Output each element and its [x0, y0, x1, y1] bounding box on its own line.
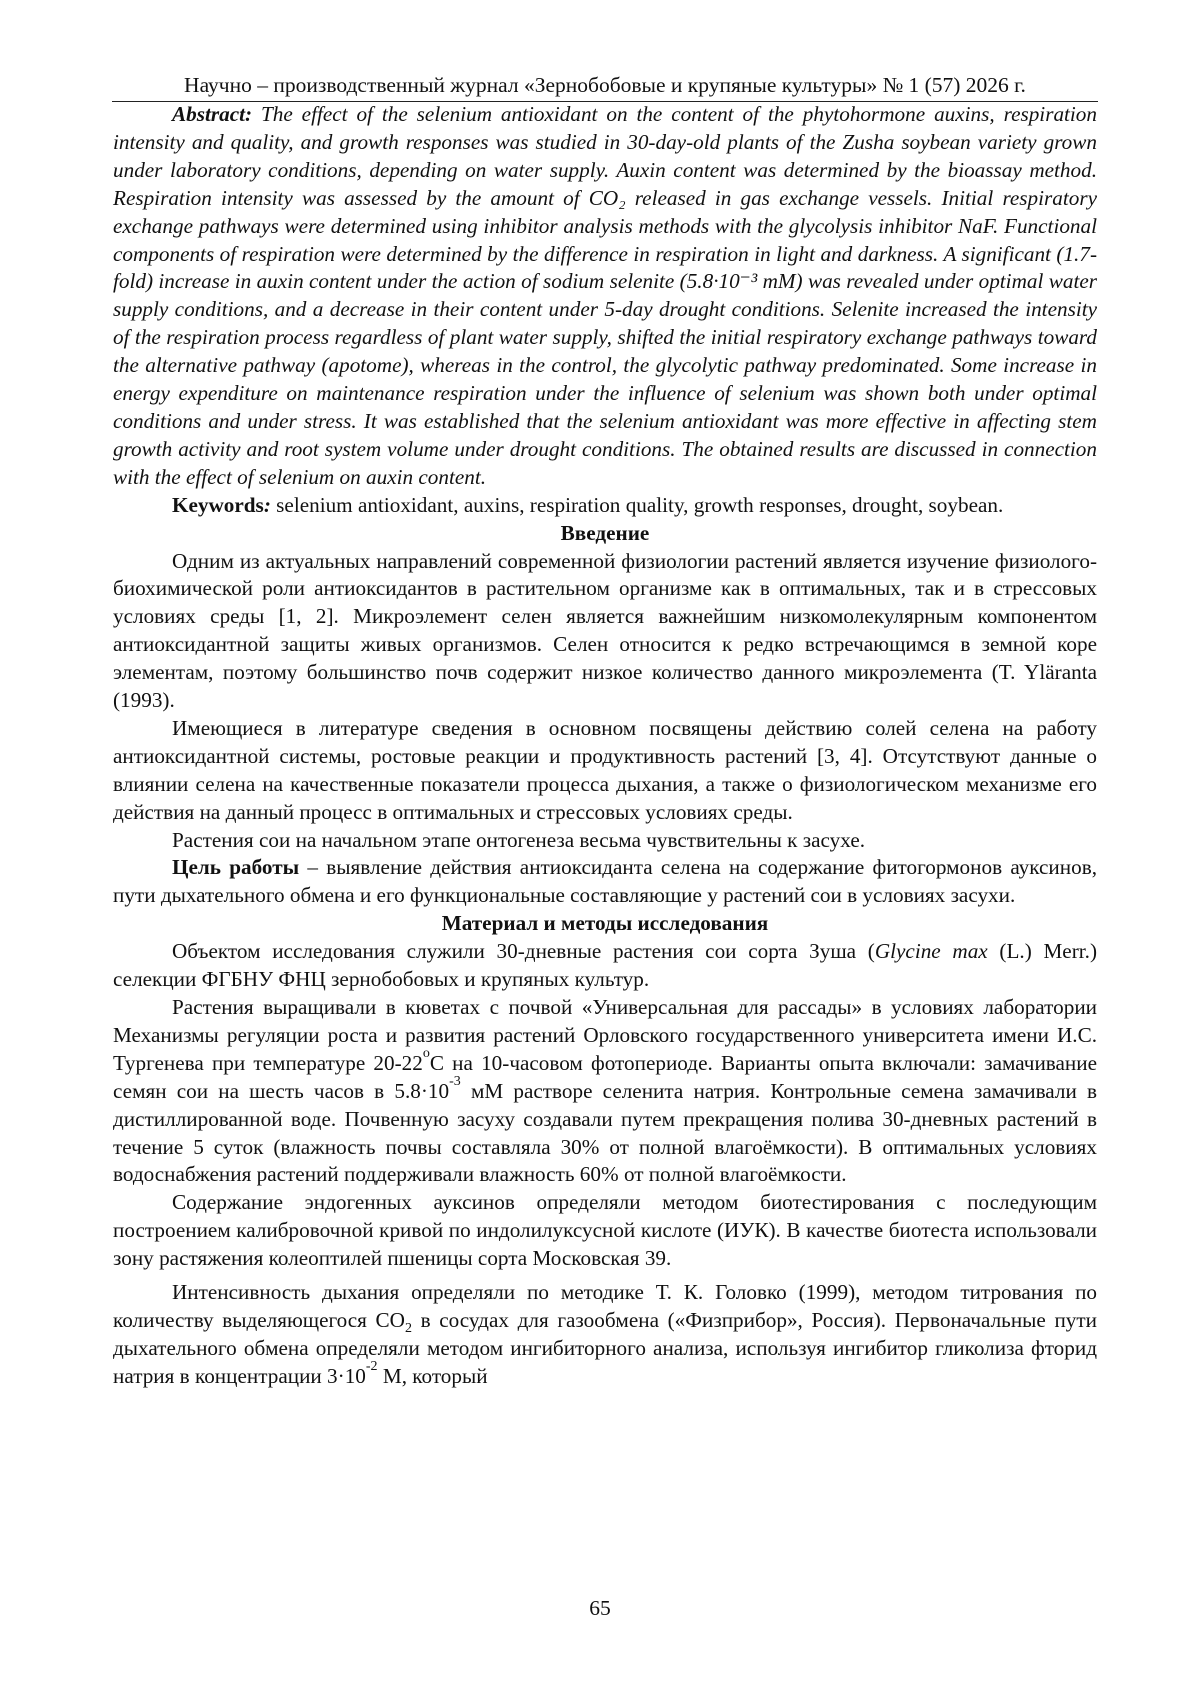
co2-subscript: 2: [405, 1321, 412, 1337]
methods-p4-text-b: в сосудах для газообмена («Физприбор», Россия). Первоначальные пути дыхательного обмена определяли методом ингибиторного анализа, используя ингибитор гликолиза фторид натрия в концентрации 3·10: [113, 1307, 1097, 1388]
journal-header: Научно – производственный журнал «Зернобобовые и крупяные культуры» № 1 (57) 2026 г.: [184, 73, 1026, 97]
methods-p1-text-b: (L.) Merr.) селекции ФГБНУ ФНЦ зернобобовых и крупяных культур.: [113, 939, 1098, 992]
keywords-colon: :: [263, 492, 271, 517]
aim-label: Цель работы: [172, 855, 300, 880]
methods-paragraph-3: Содержание эндогенных ауксинов определяли методом биотестирования с последующим построением калибровочной кривой по индолилуксусной кислоте (ИУК). В качестве биотеста использовали зону растяжения колеоптилей пшеницы сорта Московская 39.: [113, 1190, 1097, 1271]
methods-heading: Материал и методы исследования: [441, 911, 769, 936]
intro-paragraph-3: Растения сои на начальном этапе онтогенеза весьма чувствительны к засухе.: [172, 827, 866, 852]
methods-p2-text-b: С на 10-часовом фотопериоде. Варианты опыта включали: замачивание семян сои на шесть часов в 5.8·10: [113, 1050, 1098, 1103]
article-body: [113, 101, 1097, 1391]
methods-paragraph-1: [113, 938, 1097, 994]
degree-superscript: o: [422, 1045, 430, 1061]
intro-paragraph-4: [113, 854, 1097, 910]
methods-p1-text-a: Объектом исследования служили 30-дневные растения сои сорта Зуша (: [172, 939, 875, 964]
intro-paragraph-2: Имеющиеся в литературе сведения в основном посвящены действию солей селена на работу антиоксидантной системы, ростовые реакции и продуктивность растений [3, 4]. Отсутствуют данные о влиянии селена на качественные показатели процесса дыхания, а также о физиологическом механизме его действия на данный процесс в оптимальных и стрессовых условиях среды.: [113, 715, 1097, 824]
abstract-text: The effect of the selenium antioxidant on the content of the phytohormone auxins, respiration intensity and quality, and growth responses was studied in 30-day-old plants of the Zusha soybean variety grown under laboratory conditions, depending on water supply. Auxin content was determined by the bioassay method. Respiration intensity was assessed by the amount of CO₂ released in gas exchange vessels. Initial respiratory exchange pathways were determined using inhibitor analysis methods with the glycolysis inhibitor NaF. Functional components of respiration were determined by the difference in respiration in light and darkness. A significant (1.7-fold) increase in auxin content under the action of sodium selenite (5.8·10⁻³ mM) was revealed under optimal water supply conditions, and a decrease in their content under 5-day drought conditions. Selenite increased the intensity of the respiration process regardless of plant water supply, shifted the initial respiratory exchange pathways toward the alternative pathway (apotome), whereas in the control, the glycolytic pathway predominated. Some increase in energy expenditure on maintenance respiration under the influence of selenium was shown both under optimal conditions and under stress. It was established that the selenium antioxidant was more effective in affecting stem growth activity and root system volume under drought conditions. The obtained results are discussed in connection with the effect of selenium on auxin content.: [113, 102, 1097, 489]
intro-paragraph-1: Одним из актуальных направлений современной физиологии растений является изучение физиолого-биохимической роли антиоксидантов в растительном организме как в оптимальных, так и в стрессовых условиях среды [1, 2]. Микроэлемент селен является важнейшим низкомолекулярным компонентом антиоксидантной защиты живых организмов. Селен относится к редко встречающимся в земной коре элементам, поэтому большинство почв содержит низкое количество данного микроэлемента (T. Yläranta (1993).: [113, 548, 1097, 713]
concentration-exponent: -2: [365, 1358, 378, 1374]
methods-paragraph-2: [113, 994, 1097, 1189]
exponent-superscript: -3: [449, 1073, 461, 1089]
keywords-text: selenium antioxidant, auxins, respiration quality, growth responses, drought, soybean.: [270, 492, 1004, 517]
aim-text: – выявление действия антиоксиданта селена на содержание фитогормонов ауксинов, пути дыхательного обмена и его функциональные составляющие у растений сои в условиях засухи.: [113, 855, 1097, 908]
methods-p2-text-a: Растения выращивали в кюветах с почвой «Универсальная для рассады» в условиях лаборатории Механизмы регуляции роста и развития растений Орловского государственного университета имени И.С. Тургенева при температуре 20-22: [113, 995, 1097, 1075]
methods-p4-text-a: Интенсивность дыхания определяли по методике Т. К. Головко (1999), методом титрования по количеству выделяющегося СО: [113, 1280, 1097, 1332]
keywords-paragraph: [113, 492, 1097, 520]
page-number: 65: [589, 1596, 611, 1620]
abstract-paragraph: [113, 101, 1097, 492]
intro-heading: Введение: [560, 520, 650, 545]
methods-p2-text-c: мМ растворе селенита натрия. Контрольные семена замачивали в дистиллированной воде. Почвенную засуху создавали путем прекращения полива 30-дневных растений в течение 5 суток (влажность почвы составляла 30% от полной влагоёмкости). В оптимальных условиях водоснабжения растений поддерживали влажность 60% от полной влагоёмкости.: [113, 1078, 1097, 1187]
abstract-label: Abstract:: [172, 102, 253, 126]
methods-paragraph-4: [113, 1279, 1097, 1391]
keywords-label: Keywords: [172, 492, 264, 517]
species-name: Glycine max: [874, 939, 988, 964]
methods-p4-text-c: М, который: [377, 1363, 488, 1388]
